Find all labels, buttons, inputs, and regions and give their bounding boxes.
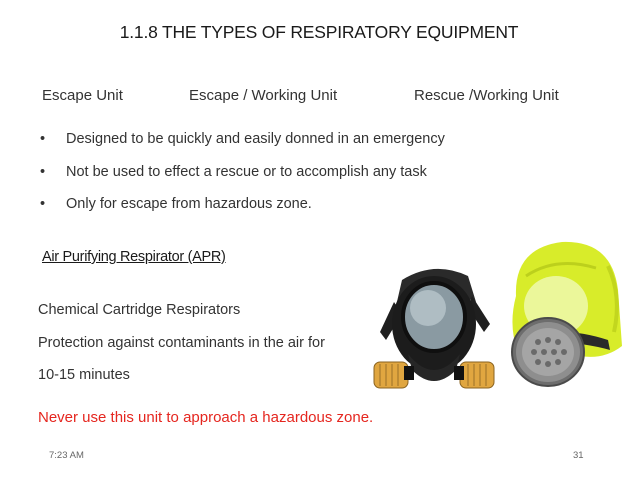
apr-line: 10-15 minutes (38, 367, 130, 383)
bullet-glyph: • (40, 164, 46, 180)
page-number: 31 (573, 450, 584, 461)
bullet-glyph: • (40, 131, 46, 147)
yellow-escape-hood-image (496, 236, 632, 396)
category-escape-working-unit: Escape / Working Unit (189, 87, 338, 104)
bullet-text: Only for escape from hazardous zone. (66, 196, 312, 212)
category-escape-unit: Escape Unit (42, 87, 123, 104)
footer-time: 7:23 AM (49, 450, 84, 461)
bullet-glyph: • (40, 196, 46, 212)
apr-heading: Air Purifying Respirator (APR) (42, 249, 226, 265)
bullet-text: Not be used to effect a rescue or to accomplish any task (66, 164, 427, 180)
apr-line: Chemical Cartridge Respirators (38, 302, 241, 318)
slide-title: 1.1.8 THE TYPES OF RESPIRATORY EQUIPMENT (119, 22, 519, 42)
bullet-item (40, 131, 445, 147)
full-face-mask-respirator-image (372, 262, 496, 398)
bullet-item (40, 164, 427, 180)
bullet-item (40, 196, 312, 212)
apr-line: Protection against contaminants in the air for (38, 335, 325, 351)
warning-text: Never use this unit to approach a hazardous zone. (38, 409, 374, 426)
category-rescue-working-unit: Rescue /Working Unit (414, 87, 559, 104)
bullet-text: Designed to be quickly and easily donned in an emergency (66, 131, 445, 147)
